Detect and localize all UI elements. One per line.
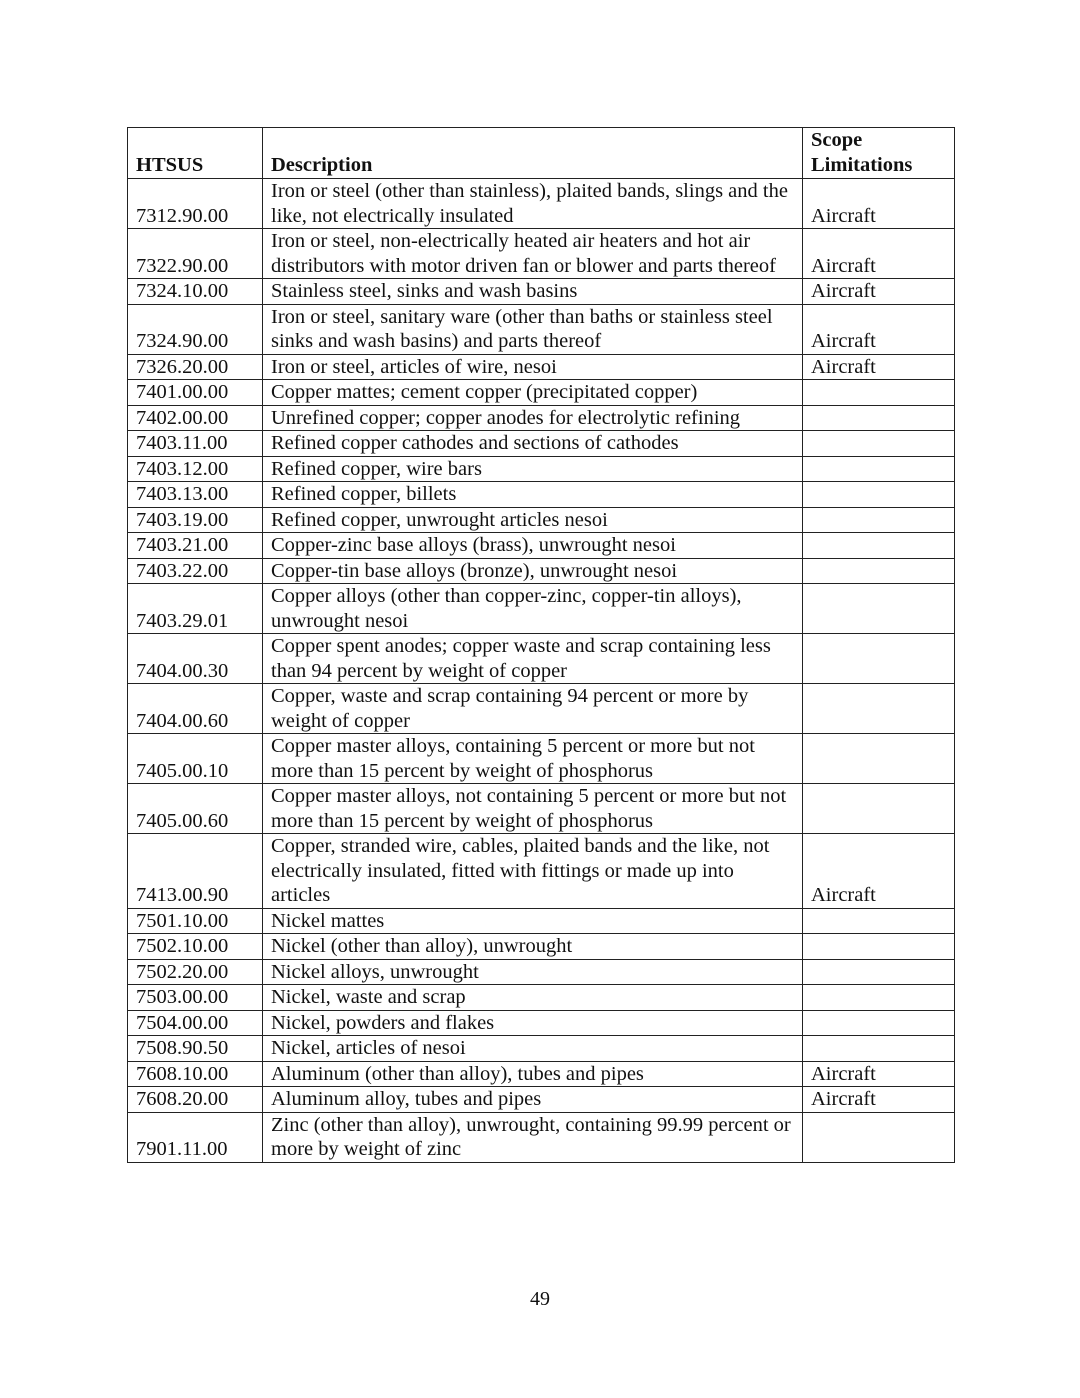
- scope-cell: [803, 405, 955, 431]
- description-cell: Aluminum (other than alloy), tubes and pipes: [263, 1061, 803, 1087]
- htsus-code: 7322.90.00: [128, 229, 263, 279]
- scope-cell: [803, 456, 955, 482]
- description-cell: Copper spent anodes; copper waste and scrap containing less than 94 percent by weight of copper: [263, 634, 803, 684]
- description-cell: Copper master alloys, not containing 5 percent or more but not more than 15 percent by weight of phosphorus: [263, 784, 803, 834]
- table-row: [128, 482, 955, 508]
- htsus-code: 7404.00.60: [128, 684, 263, 734]
- htsus-code: 7403.29.01: [128, 584, 263, 634]
- scope-cell: [803, 431, 955, 457]
- table-row: [128, 959, 955, 985]
- htsus-code: 7502.10.00: [128, 934, 263, 960]
- htsus-code: 7502.20.00: [128, 959, 263, 985]
- table-row: [128, 1036, 955, 1062]
- description-cell: Unrefined copper; copper anodes for electrolytic refining: [263, 405, 803, 431]
- htsus-code: 7608.20.00: [128, 1087, 263, 1113]
- scope-cell: Aircraft: [803, 834, 955, 909]
- htsus-code: 7413.00.90: [128, 834, 263, 909]
- scope-cell: Aircraft: [803, 229, 955, 279]
- scope-cell: [803, 959, 955, 985]
- table-row: [128, 229, 955, 279]
- htsus-code: 7403.13.00: [128, 482, 263, 508]
- scope-cell: [803, 558, 955, 584]
- table-row: [128, 279, 955, 305]
- table-row: [128, 405, 955, 431]
- description-cell: Nickel alloys, unwrought: [263, 959, 803, 985]
- description-cell: Iron or steel, non-electrically heated air heaters and hot air distributors with motor driven fan or blower and parts thereof: [263, 229, 803, 279]
- htsus-code: 7401.00.00: [128, 380, 263, 406]
- htsus-code: 7508.90.50: [128, 1036, 263, 1062]
- description-cell: Iron or steel, sanitary ware (other than baths or stainless steel sinks and wash basins) and parts thereof: [263, 304, 803, 354]
- description-cell: Aluminum alloy, tubes and pipes: [263, 1087, 803, 1113]
- description-cell: Copper, waste and scrap containing 94 percent or more by weight of copper: [263, 684, 803, 734]
- table-row: [128, 784, 955, 834]
- scope-cell: Aircraft: [803, 1061, 955, 1087]
- description-cell: Nickel, articles of nesoi: [263, 1036, 803, 1062]
- description-cell: Nickel, waste and scrap: [263, 985, 803, 1011]
- table-row: [128, 834, 955, 909]
- table-row: [128, 179, 955, 229]
- htsus-code: 7326.20.00: [128, 354, 263, 380]
- scope-cell: Aircraft: [803, 179, 955, 229]
- scope-cell: [803, 784, 955, 834]
- description-cell: Copper mattes; cement copper (precipitated copper): [263, 380, 803, 406]
- table-row: [128, 533, 955, 559]
- table-row: [128, 1061, 955, 1087]
- scope-cell: [803, 380, 955, 406]
- scope-cell: Aircraft: [803, 1087, 955, 1113]
- table-row: [128, 1010, 955, 1036]
- description-cell: Refined copper cathodes and sections of cathodes: [263, 431, 803, 457]
- scope-cell: [803, 985, 955, 1011]
- htsus-code: 7324.90.00: [128, 304, 263, 354]
- htsus-code: 7403.22.00: [128, 558, 263, 584]
- table-row: [128, 431, 955, 457]
- htsus-code: 7324.10.00: [128, 279, 263, 305]
- scope-cell: [803, 634, 955, 684]
- table-row: [128, 558, 955, 584]
- description-cell: Refined copper, wire bars: [263, 456, 803, 482]
- scope-cell: Aircraft: [803, 279, 955, 305]
- htsus-code: 7608.10.00: [128, 1061, 263, 1087]
- description-cell: Refined copper, unwrought articles nesoi: [263, 507, 803, 533]
- scope-cell: Aircraft: [803, 354, 955, 380]
- header-scope-line2: Limitations: [811, 153, 913, 176]
- description-cell: Iron or steel, articles of wire, nesoi: [263, 354, 803, 380]
- scope-cell: [803, 482, 955, 508]
- description-cell: Nickel (other than alloy), unwrought: [263, 934, 803, 960]
- table-row: [128, 908, 955, 934]
- scope-cell: [803, 1112, 955, 1162]
- description-cell: Stainless steel, sinks and wash basins: [263, 279, 803, 305]
- table-row: [128, 304, 955, 354]
- scope-cell: [803, 533, 955, 559]
- description-cell: Copper alloys (other than copper-zinc, copper-tin alloys), unwrought nesoi: [263, 584, 803, 634]
- scope-cell: [803, 908, 955, 934]
- htsus-code: 7403.21.00: [128, 533, 263, 559]
- description-cell: Copper master alloys, containing 5 percent or more but not more than 15 percent by weight of phosphorus: [263, 734, 803, 784]
- header-htsus: HTSUS: [128, 128, 263, 179]
- table-row: [128, 354, 955, 380]
- htsus-code: 7312.90.00: [128, 179, 263, 229]
- htsus-code: 7504.00.00: [128, 1010, 263, 1036]
- scope-cell: [803, 934, 955, 960]
- table-row: [128, 456, 955, 482]
- description-cell: Copper-tin base alloys (bronze), unwrought nesoi: [263, 558, 803, 584]
- table-row: [128, 584, 955, 634]
- table-body: [128, 179, 955, 1163]
- htsus-code: 7403.12.00: [128, 456, 263, 482]
- table-row: [128, 634, 955, 684]
- htsus-code: 7405.00.10: [128, 734, 263, 784]
- header-scope-line1: Scope: [811, 129, 863, 151]
- scope-cell: [803, 507, 955, 533]
- table-row: [128, 734, 955, 784]
- table-row: [128, 934, 955, 960]
- description-cell: Copper-zinc base alloys (brass), unwrought nesoi: [263, 533, 803, 559]
- scope-cell: [803, 684, 955, 734]
- description-cell: Zinc (other than alloy), unwrought, containing 99.99 percent or more by weight of zinc: [263, 1112, 803, 1162]
- htsus-code: 7404.00.30: [128, 634, 263, 684]
- htsus-code: 7403.19.00: [128, 507, 263, 533]
- description-cell: Refined copper, billets: [263, 482, 803, 508]
- table-row: [128, 1112, 955, 1162]
- header-scope-limitations: [803, 128, 955, 179]
- page-number: 49: [530, 1288, 550, 1310]
- description-cell: Nickel, powders and flakes: [263, 1010, 803, 1036]
- htsus-code: 7503.00.00: [128, 985, 263, 1011]
- htsus-code: 7403.11.00: [128, 431, 263, 457]
- htsus-code: 7405.00.60: [128, 784, 263, 834]
- description-cell: Nickel mattes: [263, 908, 803, 934]
- htsus-code: 7901.11.00: [128, 1112, 263, 1162]
- table-row: [128, 684, 955, 734]
- description-cell: Iron or steel (other than stainless), plaited bands, slings and the like, not electrically insulated: [263, 179, 803, 229]
- header-description: Description: [263, 128, 803, 179]
- htsus-code: 7402.00.00: [128, 405, 263, 431]
- htsus-code: 7501.10.00: [128, 908, 263, 934]
- table-row: [128, 1087, 955, 1113]
- scope-cell: [803, 584, 955, 634]
- scope-cell: [803, 1010, 955, 1036]
- table-row: [128, 380, 955, 406]
- scope-cell: Aircraft: [803, 304, 955, 354]
- htsus-table: [127, 127, 955, 1163]
- table-row: [128, 985, 955, 1011]
- table-row: [128, 507, 955, 533]
- description-cell: Copper, stranded wire, cables, plaited bands and the like, not electrically insulated, fitted with fittings or made up into articles: [263, 834, 803, 909]
- scope-cell: [803, 734, 955, 784]
- table-header-row: [128, 128, 955, 179]
- scope-cell: [803, 1036, 955, 1062]
